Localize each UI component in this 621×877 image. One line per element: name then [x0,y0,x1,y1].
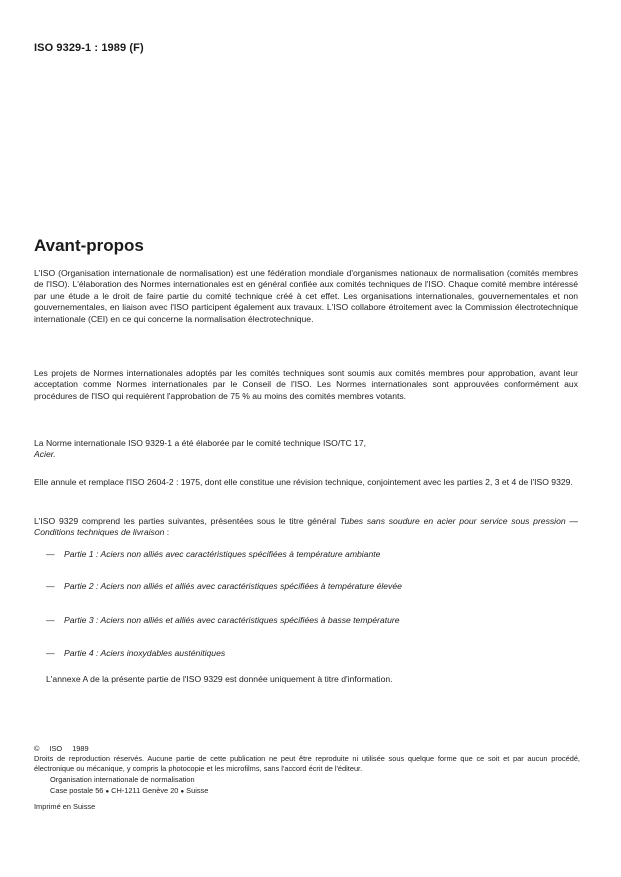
address-country: Suisse [186,786,209,795]
copyright-org: ISO [49,744,63,753]
list-item [46,581,578,592]
annex-note: L'annexe A de la présente partie de l'ISO 9329 est donnée uniquement à titre d'information. [46,674,393,684]
foreword-paragraph-3 [34,438,578,461]
committee-name: Acier. [34,449,56,460]
parts-intro-end: : [164,527,170,538]
copyright-line [34,744,580,754]
foreword-title: Avant-propos [34,236,144,255]
organization-address [50,786,580,797]
committee-sentence: La Norme internationale ISO 9329-1 a été élaborée par le comité technique ISO/TC 17, [34,438,367,448]
part-label: Partie 3 : [64,615,99,625]
copyright-year: 1989 [72,744,89,753]
part-title: Aciers non alliés et alliés avec caractéristiques spécifiées à température élevée [100,581,402,591]
organization-name: Organisation internationale de normalisation [50,775,195,784]
document-identifier: ISO 9329-1 : 1989 (F) [34,42,144,54]
part-title: Aciers non alliés avec caractéristiques spécifiées à température ambiante [100,549,381,559]
rights-statement: Droits de reproduction réservés. Aucune partie de cette publication ne peut être reproduite ni utilisée sous quelque forme que ce soit et par aucun procédé, électronique ou mécanique, y compris la photocopie et les microfilms, sans l'accord écrit de l'éditeur. [34,754,580,773]
foreword-paragraph-2 [34,368,578,402]
paragraph-text: L'ISO (Organisation internationale de normalisation) est une fédération mondiale d'organismes nationaux de normalisation (comités membres de l'ISO). L'élaboration des Normes internationales est en général confiée aux comités techniques de l'ISO. Chaque comité membre intéressé par une étude a le droit de faire partie du comité technique créé à cet effet. Les organisations internationales, gouvernementales et non gouvernementales, en liaison avec l'ISO participent également aux travaux. L'ISO collabore étroitement avec la Commission électrotechnique internationale (CEI) en ce qui concerne la normalisation électrotechnique. [34,268,578,324]
foreword-paragraph-1 [34,268,578,325]
general-title: Tubes sans soudure en acier pour service sous pression — Conditions techniques de livraison [34,516,579,538]
address-city: CH-1211 Genève 20 [111,786,179,795]
list-dash: — [46,581,55,591]
bullet-icon: ● [105,789,110,795]
paragraph-text: Les projets de Normes internationales adoptés par les comités techniques sont soumis aux comités membres pour approbation, avant leur acceptation comme Normes internationales par le Conseil de l'ISO. Les Normes internationales sont approuvées conformément aux procédures de l'ISO qui requièrent l'approbation de 75 % au moins des comités membres votants. [34,368,578,401]
list-dash: — [46,615,55,625]
copyright-icon: © [34,744,40,753]
copyright-footer [34,744,580,812]
list-dash: — [46,648,55,658]
list-dash: — [46,549,55,559]
foreword-paragraph-4 [34,477,578,488]
bullet-icon: ● [180,789,185,795]
part-label: Partie 2 : [64,581,99,591]
paragraph-text: Elle annule et remplace l'ISO 2604-2 : 1975, dont elle constitue une révision technique, conjointement avec les parties 2, 3 et 4 de l'ISO 9329. [34,477,573,487]
part-title: Aciers inoxydables austénitiques [100,648,226,658]
part-label: Partie 4 : [64,648,99,658]
part-title: Aciers non alliés et alliés avec caractéristiques spécifiées à basse température [100,615,400,625]
list-item [46,615,578,626]
paragraph-text [34,516,578,539]
address-po-box: Case postale 56 [50,786,104,795]
foreword-paragraph-5 [34,516,578,539]
parts-intro: L'ISO 9329 comprend les parties suivantes, présentées sous le titre général [34,516,337,526]
list-item [46,549,578,560]
list-item [46,648,578,659]
part-label: Partie 1 : [64,549,99,559]
paragraph-text [34,438,578,461]
printed-in: Imprimé en Suisse [34,802,96,811]
